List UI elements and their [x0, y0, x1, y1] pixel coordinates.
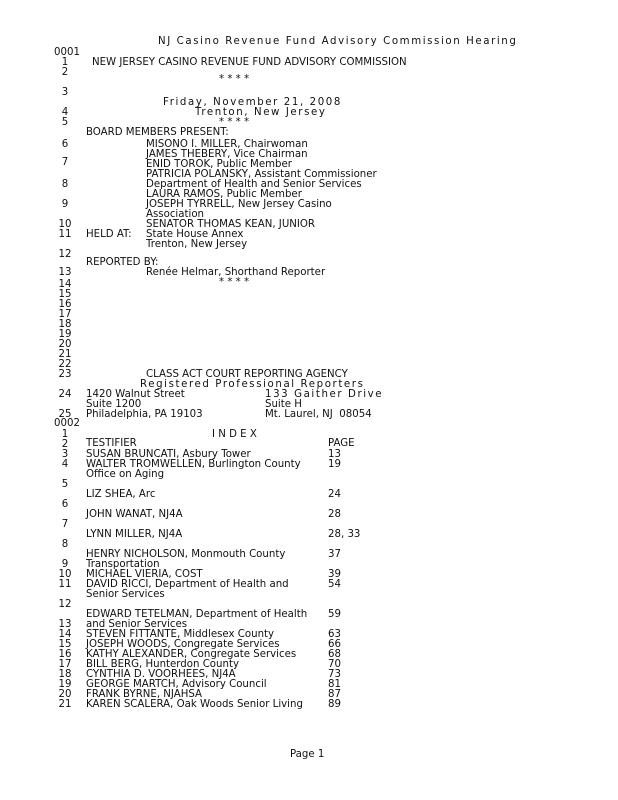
line-number: 22	[58, 359, 72, 370]
index-testifier: FRANK BYRNE, NJAHSA	[86, 689, 203, 700]
index-testifier: KATHY ALEXANDER, Congregate Services	[86, 649, 297, 660]
index-testifier: KAREN SCALERA, Oak Woods Senior Living	[86, 699, 303, 710]
index-testifier: EDWARD TETELMAN, Department of Health	[86, 609, 308, 620]
index-testifier: JOHN WANAT, NJ4A	[86, 509, 183, 520]
index-page: 54	[328, 579, 341, 590]
index-page: 28	[328, 509, 341, 520]
address-left-3: Philadelphia, PA 19103	[86, 409, 203, 420]
line-number: 15	[58, 639, 72, 650]
index-testifier: HENRY NICHOLSON, Monmouth County	[86, 549, 286, 560]
board-member-line: ENID TOROK, Public Member	[146, 159, 292, 170]
index-title: I N D E X	[212, 429, 257, 440]
line-number: 2	[61, 439, 69, 450]
held-at-label: HELD AT:	[86, 229, 132, 240]
line-number: 24	[58, 389, 72, 400]
col-testifier: TESTIFIER	[86, 438, 137, 449]
line-number: 11	[58, 579, 72, 590]
line-number: 12	[58, 249, 72, 260]
page-id-0001: 0001	[54, 47, 80, 58]
line-number: 20	[58, 689, 72, 700]
index-testifier: JOSEPH WOODS, Congregate Services	[86, 639, 280, 650]
line-number: 19	[58, 329, 72, 340]
commission-title: NEW JERSEY CASINO REVENUE FUND ADVISORY COMMISSION	[92, 57, 407, 68]
index-testifier: DAVID RICCI, Department of Health and	[86, 579, 289, 590]
index-testifier: CYNTHIA D. VOORHEES, NJ4A	[86, 669, 236, 680]
line-number: 2	[61, 67, 69, 78]
index-page: 70	[328, 659, 341, 670]
agency-name: CLASS ACT COURT REPORTING AGENCY	[146, 369, 348, 380]
line-number: 3	[61, 449, 69, 460]
line-number: 5	[61, 117, 69, 128]
line-number: 9	[61, 559, 69, 570]
hearing-place: Trenton, New Jersey	[195, 107, 327, 118]
line-number: 20	[58, 339, 72, 350]
line-number: 15	[58, 289, 72, 300]
index-page: 24	[328, 489, 341, 500]
address-left-1: 1420 Walnut Street	[86, 389, 185, 400]
address-left-2: Suite 1200	[86, 399, 142, 410]
header-title: NJ Casino Revenue Fund Advisory Commission Hearing	[158, 36, 518, 47]
line-number: 19	[58, 679, 72, 690]
line-number: 6	[61, 499, 69, 510]
index-page: 68	[328, 649, 341, 660]
line-number: 4	[61, 107, 69, 118]
footer-page: Page 1	[290, 749, 325, 760]
index-page: 87	[328, 689, 341, 700]
line-number: 18	[58, 669, 72, 680]
held-at-line-2: Trenton, New Jersey	[146, 239, 248, 250]
board-member-line: Department of Health and Senior Services	[146, 179, 362, 190]
line-number: 8	[61, 539, 69, 550]
index-testifier: SUSAN BRUNCATI, Asbury Tower	[86, 449, 251, 460]
board-member-line: Association	[146, 209, 205, 220]
index-testifier: GEORGE MARTCH, Advisory Council	[86, 679, 267, 690]
board-member-line: MISONO I. MILLER, Chairwoman	[146, 139, 308, 150]
line-number: 4	[61, 459, 69, 470]
stars-top: * * * *	[219, 74, 250, 85]
address-right-3: Mt. Laurel, NJ 08054	[265, 409, 372, 420]
address-right-1: 133 Gaither Drive	[265, 389, 384, 400]
board-member-line: SENATOR THOMAS KEAN, JUNIOR	[146, 219, 315, 230]
line-number: 13	[58, 267, 72, 278]
index-page: 63	[328, 629, 341, 640]
index-page: 81	[328, 679, 341, 690]
index-page: 66	[328, 639, 341, 650]
line-number: 11	[58, 229, 72, 240]
index-page: 73	[328, 669, 341, 680]
line-number: 10	[58, 219, 72, 230]
line-number: 17	[58, 309, 72, 320]
index-page: 19	[328, 459, 341, 470]
line-number: 25	[58, 409, 72, 420]
index-page: 89	[328, 699, 341, 710]
line-number: 12	[58, 599, 72, 610]
line-number: 16	[58, 299, 72, 310]
line-number: 9	[61, 199, 69, 210]
stars-bottom: * * * *	[219, 277, 250, 288]
line-number: 14	[58, 629, 72, 640]
reported-by-label: REPORTED BY:	[86, 257, 159, 268]
index-testifier: Transportation	[86, 559, 160, 570]
line-number: 7	[61, 157, 69, 168]
index-testifier: LIZ SHEA, Arc	[86, 489, 156, 500]
index-testifier: STEVEN FITTANTE, Middlesex County	[86, 629, 275, 640]
line-number: 21	[58, 349, 72, 360]
address-right-2: Suite H	[265, 399, 302, 410]
reporter-name: Renée Helmar, Shorthand Reporter	[146, 267, 326, 278]
index-testifier: WALTER TROMWELLEN, Burlington County	[86, 459, 301, 470]
line-number: 10	[58, 569, 72, 580]
index-testifier: and Senior Services	[86, 619, 188, 630]
line-number: 18	[58, 319, 72, 330]
agency-subtitle: Registered Professional Reporters	[140, 379, 365, 390]
index-testifier: LYNN MILLER, NJ4A	[86, 529, 183, 540]
board-member-line: JAMES THEBERY, Vice Chairman	[146, 149, 308, 160]
line-number: 21	[58, 699, 72, 710]
line-number: 6	[61, 139, 69, 150]
index-page: 59	[328, 609, 341, 620]
page-id-0002: 0002	[54, 418, 80, 429]
line-number: 13	[58, 619, 72, 630]
line-number: 1	[61, 429, 69, 440]
line-number: 16	[58, 649, 72, 660]
line-number: 17	[58, 659, 72, 670]
index-page: 39	[328, 569, 341, 580]
index-page: 28, 33	[328, 529, 361, 540]
index-page: 13	[328, 449, 341, 460]
board-member-line: JOSEPH TYRRELL, New Jersey Casino	[146, 199, 332, 210]
index-testifier: Office on Aging	[86, 469, 165, 480]
index-page: 37	[328, 549, 341, 560]
hearing-date: Friday, November 21, 2008	[163, 97, 342, 108]
line-number: 23	[58, 369, 72, 380]
held-at-line-1: State House Annex	[146, 229, 244, 240]
board-member-line: LAURA RAMOS, Public Member	[146, 189, 302, 200]
index-testifier: BILL BERG, Hunterdon County	[86, 659, 239, 670]
line-number: 1	[61, 57, 69, 68]
line-number: 5	[61, 479, 69, 490]
board-heading: BOARD MEMBERS PRESENT:	[86, 127, 229, 138]
index-testifier: Senior Services	[86, 589, 165, 600]
index-testifier: MICHAEL VIERIA, COST	[86, 569, 203, 580]
line-number: 7	[61, 519, 69, 530]
stars-mid: * * * *	[219, 117, 250, 128]
line-number: 14	[58, 279, 72, 290]
board-member-line: PATRICIA POLANSKY, Assistant Commissioner	[146, 169, 377, 180]
line-number: 8	[61, 179, 69, 190]
col-page: PAGE	[328, 438, 355, 449]
line-number: 3	[61, 87, 69, 98]
